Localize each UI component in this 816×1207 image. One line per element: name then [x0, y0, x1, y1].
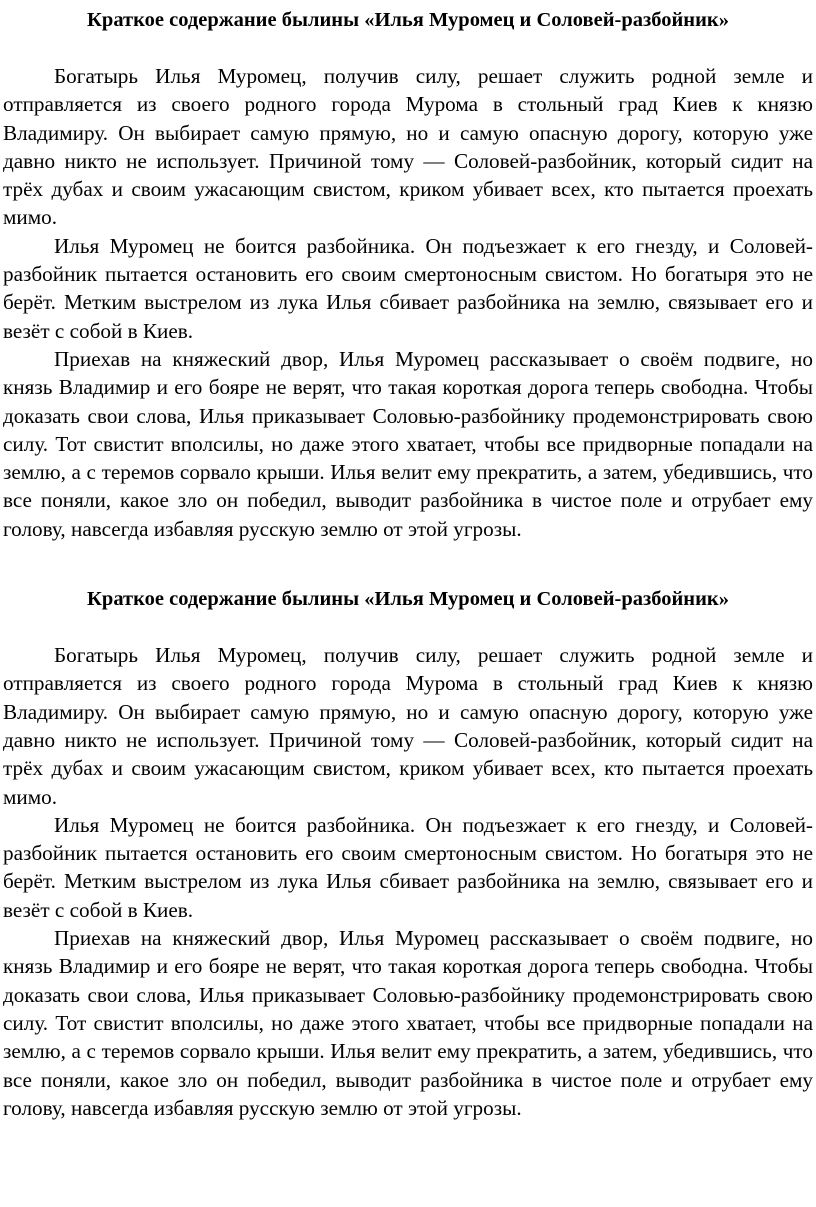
summary-section [3, 585, 813, 1122]
paragraph: Илья Муромец не боится разбойника. Он подъезжает к его гнезду, и Соловей-разбойник пытается остановить его своим смертоносным свистом. Но богатыря это не берёт. Метким выстрелом из лука Илья сбивает разбойника на землю, связывает его и везёт с собой в Киев. [3, 812, 813, 922]
paragraph: Приехав на княжеский двор, Илья Муромец рассказывает о своём подвиге, но князь Владимир и его бояре не верят, что такая короткая дорога теперь свободна. Чтобы доказать свои слова, Илья приказывает Соловью-разбойнику продемонстрировать свою силу. Тот свистит вполсилы, но даже этого хватает, чтобы все придворные попадали на землю, а с теремов сорвало крыши. Илья велит ему прекратить, а затем, убедившись, что все поняли, какое зло он победил, выводит разбойника в чистое поле и отрубает ему голову, навсегда избавляя русскую землю от этой угрозы. [3, 346, 813, 541]
section-title: Краткое содержание былины «Илья Муромец и Соловей-разбойник» [87, 588, 729, 611]
paragraph: Богатырь Илья Муромец, получив силу, решает служить родной земле и отправляется из своего родного города Мурома в стольный град Киев к князю Владимиру. Он выбирает самую прямую, но и самую опасную дорогу, которую уже давно никто не использует. Причиной тому — Соловей-разбойник, который сидит на трёх дубах и своим ужасающим свистом, криком убивает всех, кто пытается проехать мимо. [3, 64, 813, 230]
section-body [3, 641, 813, 1122]
paragraph: Илья Муромец не боится разбойника. Он подъезжает к его гнезду, и Соловей-разбойник пытается остановить его своим смертоносным свистом. Но богатыря это не берёт. Метким выстрелом из лука Илья сбивает разбойника на землю, связывает его и везёт с собой в Киев. [3, 233, 813, 343]
paragraph: Приехав на княжеский двор, Илья Муромец рассказывает о своём подвиге, но князь Владимир и его бояре не верят, что такая короткая дорога теперь свободна. Чтобы доказать свои слова, Илья приказывает Соловью-разбойнику продемонстрировать свою силу. Тот свистит вполсилы, но даже этого хватает, чтобы все придворные попадали на землю, а с теремов сорвало крыши. Илья велит ему прекратить, а затем, убедившись, что все поняли, какое зло он победил, выводит разбойника в чистое поле и отрубает ему голову, навсегда избавляя русскую землю от этой угрозы. [3, 926, 813, 1120]
summary-section [3, 0, 813, 543]
section-title: Краткое содержание былины «Илья Муромец и Соловей-разбойник» [87, 9, 729, 31]
paragraph: Богатырь Илья Муромец, получив силу, решает служить родной земле и отправляется из своего родного города Мурома в стольный град Киев к князю Владимиру. Он выбирает самую прямую, но и самую опасную дорогу, которую уже давно никто не использует. Причиной тому — Соловей-разбойник, который сидит на трёх дубах и своим ужасающим свистом, криком убивает всех, кто пытается проехать мимо. [3, 643, 813, 809]
section-body [3, 62, 813, 543]
